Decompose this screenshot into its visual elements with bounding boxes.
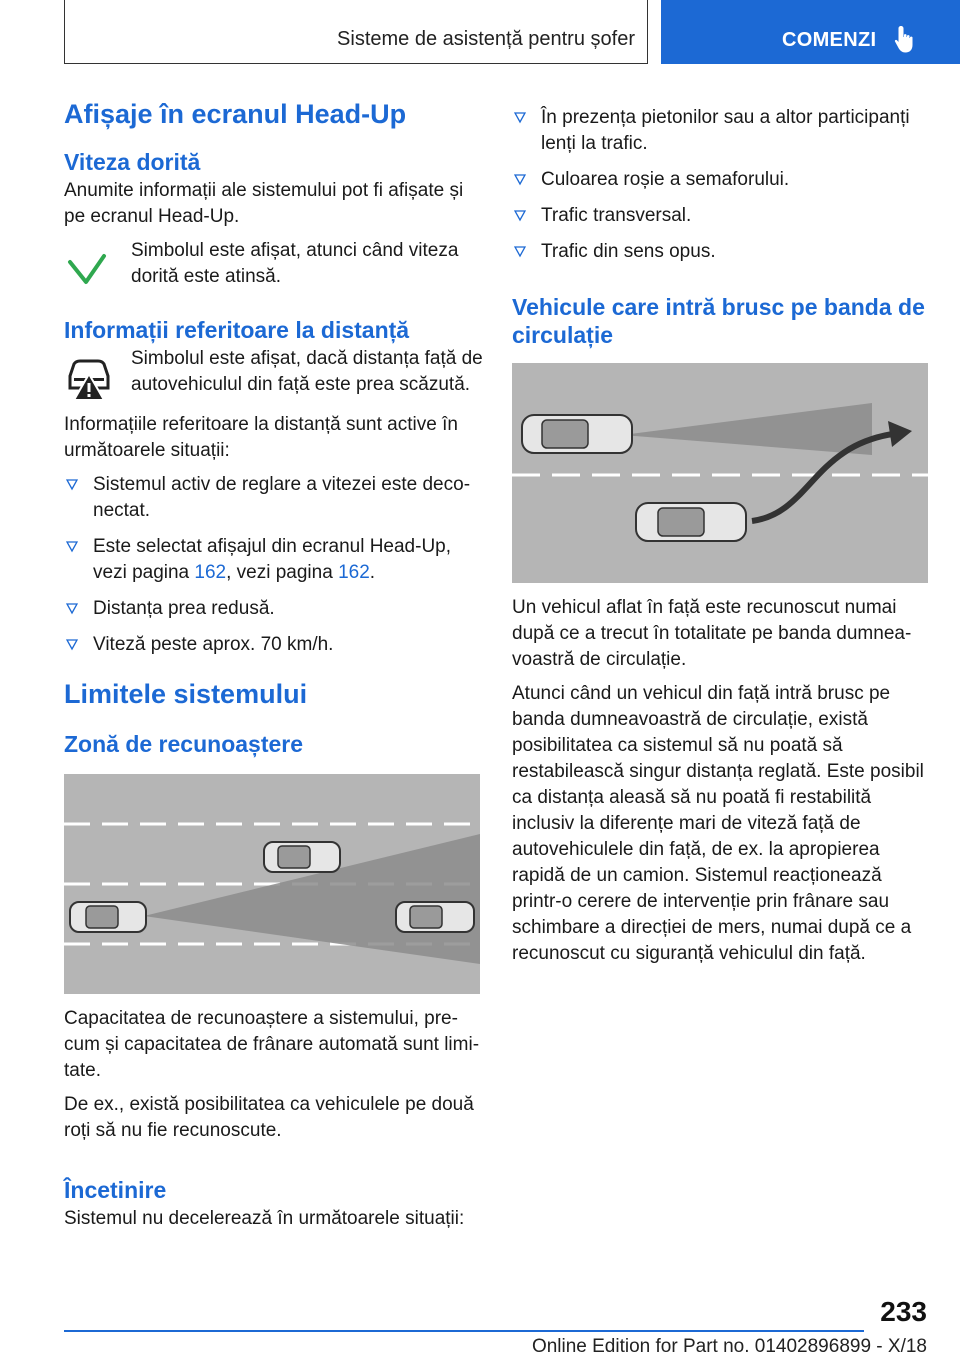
distance-warning-icon	[64, 352, 114, 402]
list-item	[64, 472, 484, 524]
list-item-text: Culoarea roșie a semaforului.	[541, 169, 790, 190]
desired-speed-text: Simbolul este afișat, atunci când viteza dorită este atinsă.	[131, 239, 459, 287]
list-item	[64, 632, 484, 658]
triangle-bullet-icon	[66, 541, 78, 553]
car-ego	[522, 415, 632, 453]
section-title-limitele: Limitele sistemului	[64, 678, 308, 709]
list-item	[64, 534, 484, 586]
car-ahead-left-lane	[264, 842, 340, 872]
subtitle-vehicule-intra-brusc: Vehicule care intră brusc pe banda de circulație	[512, 294, 925, 349]
distance-info-paragraph: Informațiile referitoare la distanță sunt active în următoarele situații:	[64, 413, 458, 461]
list-item	[512, 239, 928, 265]
triangle-bullet-icon	[514, 112, 526, 124]
tab-comenzi-label: COMENZI	[782, 29, 877, 51]
triangle-bullet-icon	[514, 246, 526, 258]
page-link-162-second[interactable]: 162	[338, 561, 370, 583]
list-item-text: Sistemul activ de reglare a vitezei este deconectat.	[93, 473, 471, 521]
tab-comenzi[interactable]	[661, 0, 960, 64]
list-item-text: , vezi pagina	[226, 561, 339, 583]
hand-pointer-icon	[893, 24, 919, 54]
header-section-title: Sisteme de asistență pentru șofer	[337, 28, 635, 50]
detection-zone-illustration	[64, 774, 480, 994]
two-wheeler-paragraph: De ex., există posibilitatea ca vehiculele pe două roți să nu fie recunoscute.	[64, 1093, 474, 1141]
header-section-box	[64, 0, 648, 64]
deceleration-conditions-list	[512, 105, 928, 265]
cut-in-details-paragraph: Atunci când un vehicul din față intră brusc pe banda dumneavoastră de circulație, există posibilitatea ca sistemul să nu poată să restabilească singur distanța reglată. Este posibil ca distanța aleasă să nu poată fi restabilită inclusiv la diferențe mari de viteză față de autovehiculele din față, de ex. la apropierea rapidă de un camion. Sistemul reacționează printr-o cerere de intervenție prin frânare sau schimbare a direcției de mers, numai după ce a recunoscut cu siguranță vehiculul din față.	[512, 683, 924, 965]
list-item-text: Viteză peste aprox. 70 km/h.	[93, 633, 334, 655]
desired-speed-reached-icon	[64, 244, 110, 290]
subtitle-incetinire: Încetinire	[64, 1176, 167, 1203]
detection-zone-figure	[64, 774, 480, 994]
section-title-head-up: Afișaje în ecranul Head-Up	[64, 99, 407, 129]
distance-warning-text: Simbolul este afișat, dacă distanța față de autovehiculul din față este prea scăzută.	[131, 347, 483, 395]
list-item	[64, 596, 484, 622]
desired-speed-row	[64, 238, 484, 290]
list-item-text: Distanța prea redusă.	[93, 597, 275, 619]
intro-paragraph: Anumite informații ale sistemului pot fi afișate și pe ecranul Head-Up.	[64, 179, 464, 227]
car-ahead-same-lane	[396, 902, 474, 932]
list-item-text: În prezența pietonilor sau a altor participanți lenți la trafic.	[541, 107, 910, 154]
cut-in-recognition-paragraph: Un vehicul aflat în față este recunoscut numai după ce a trecut în totalitate pe banda dumneavoastră de circulație.	[512, 597, 912, 671]
left-column	[64, 98, 484, 1232]
triangle-bullet-icon	[66, 479, 78, 491]
right-column	[512, 105, 928, 967]
car-ego	[70, 902, 146, 932]
footer-divider	[64, 1330, 864, 1332]
list-item-text: Trafic din sens opus.	[541, 241, 716, 262]
page-link-162[interactable]: 162	[194, 561, 227, 583]
triangle-bullet-icon	[514, 210, 526, 222]
list-item	[512, 203, 928, 229]
deceleration-paragraph: Sistemul nu decelerează în următoarele situații:	[64, 1207, 465, 1229]
triangle-bullet-icon	[66, 603, 78, 615]
list-item-text: Este selectat afișajul din ecranul Head-Up, vezi pagina	[93, 535, 452, 583]
distance-warning-row	[64, 346, 484, 398]
footer-edition-text: Online Edition for Part no. 01402896899 - X/18	[531, 1336, 927, 1357]
car-cutting-in	[636, 503, 746, 541]
page-number: 233	[880, 1296, 927, 1327]
subtitle-zona-recunoastere: Zonă de recunoaștere	[64, 730, 304, 757]
distance-conditions-list	[64, 472, 484, 658]
cut-in-figure	[512, 363, 928, 583]
list-item-text: .	[369, 561, 376, 583]
cut-in-illustration	[512, 363, 928, 583]
list-item-text: Trafic transversal.	[541, 205, 692, 226]
subtitle-viteza-dorita: Viteza dorită	[64, 148, 201, 175]
subtitle-informatii-distanta: Informații referitoare la distanță	[64, 316, 410, 343]
list-item	[512, 105, 928, 157]
triangle-bullet-icon	[66, 639, 78, 651]
detection-capacity-paragraph: Capacitatea de recunoaștere a sistemului, precum și capacitatea de frânare automată sunt limitate.	[64, 1007, 480, 1081]
triangle-bullet-icon	[514, 174, 526, 186]
list-item	[512, 167, 928, 193]
